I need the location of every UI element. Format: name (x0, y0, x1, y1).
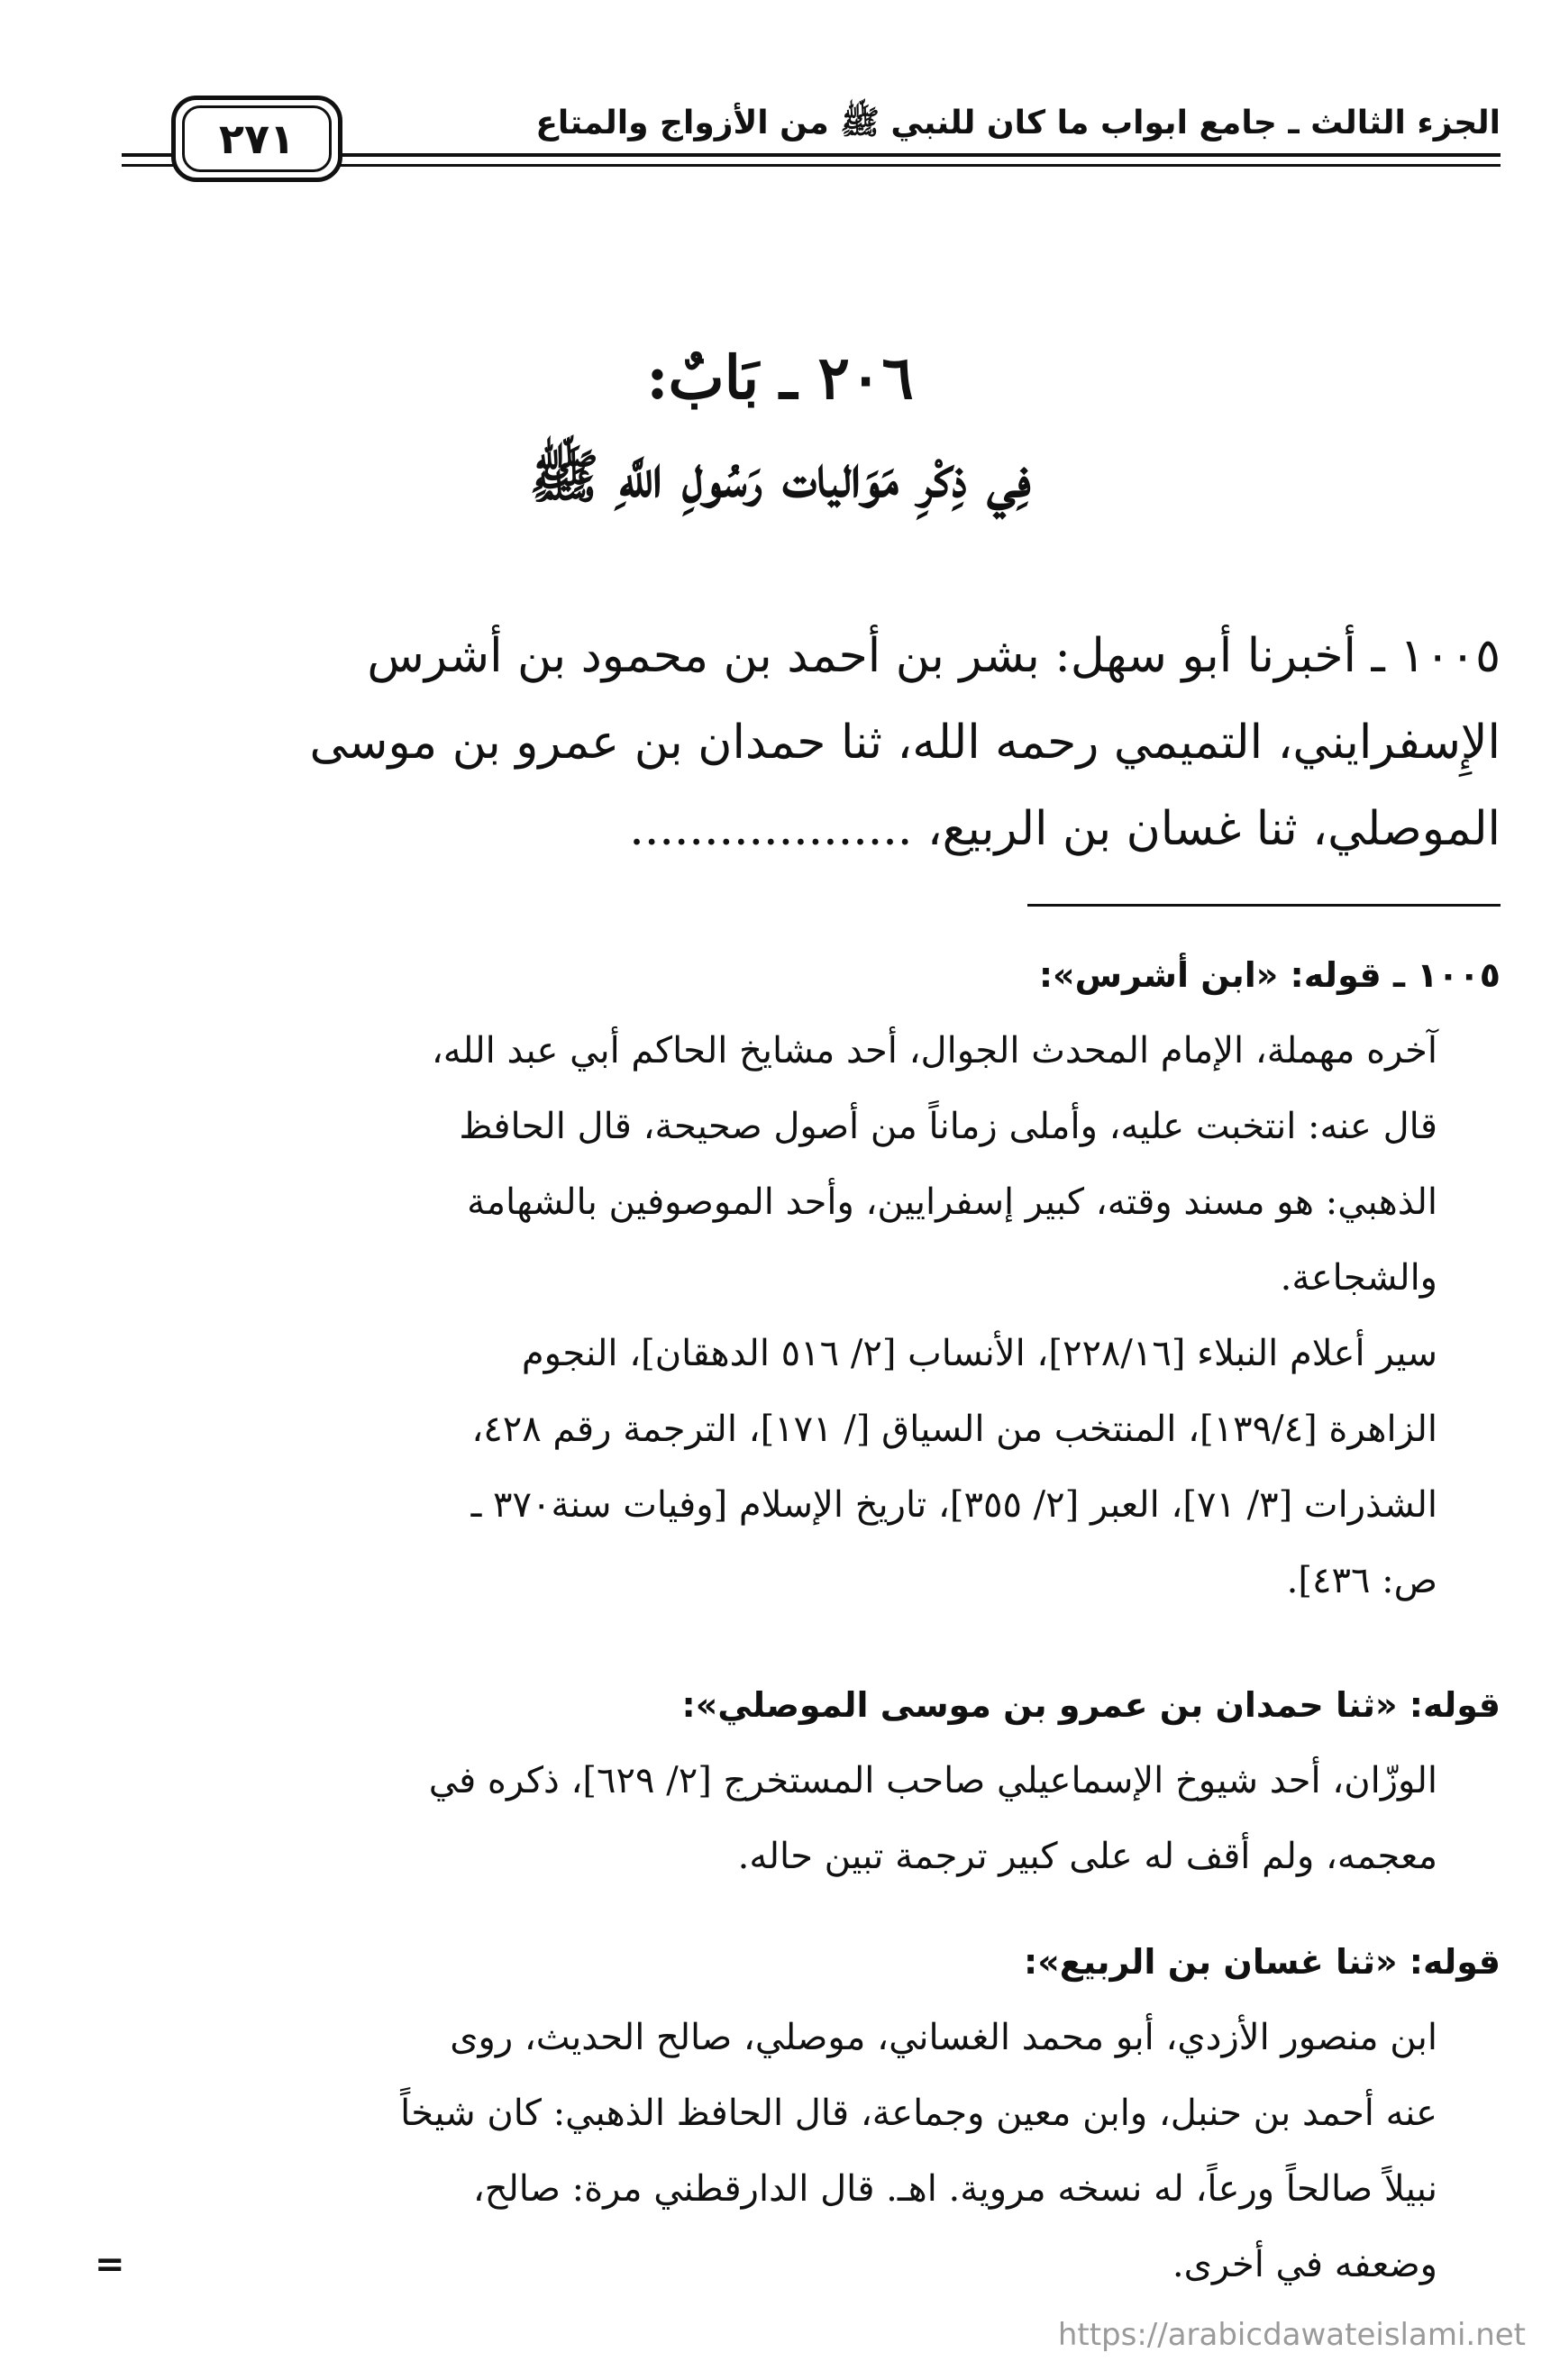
main-text-line: ١٠٠٥ ـ أخبرنا أبو سهل: بشر بن أحمد بن محمود بن أشرس (367, 629, 1501, 683)
note-line: الزاهرة [١٣٩/٤]، المنتخب من السياق [/ ١٧١]، الترجمة رقم ٤٢٨، (471, 1409, 1437, 1450)
note-heading: قوله: «ثنا غسان بن الربيع»: (1024, 1942, 1501, 1982)
note-line: ابن منصور الأزدي، أبو محمد الغساني، موصلي، صالح الحديث، روى (450, 2017, 1437, 2058)
note-line: قال عنه: انتخبت عليه، وأملى زماناً من أصول صحيحة، قال الحافظ (459, 1106, 1437, 1147)
note-line: الوزّان، أحد شيوخ الإسماعيلي صاحب المستخرج [٢/ ٦٢٩]، ذكره في (428, 1760, 1437, 1801)
note-line: سير أعلام النبلاء [٢٢٨/١٦]، الأنساب [٢/ ٥١٦ الدهقان]، النجوم (521, 1333, 1437, 1374)
note-body (113, 2000, 1437, 2302)
note-line: نبيلاً صالحاً ورعاً، له نسخه مروية. اهـ. قال الدارقطني مرة: صالح، (472, 2168, 1437, 2210)
note-body (113, 1743, 1437, 1894)
commentary-note (113, 937, 1501, 1619)
main-text (113, 613, 1501, 872)
note-line: الشذرات [٣/ ٧١]، العبر [٢/ ٣٥٥]، تاريخ الإسلام [وفيات سنة٣٧٠ ـ (470, 1484, 1437, 1526)
note-line: آخره مهملة، الإمام المحدث الجوال، أحد مشايخ الحاكم أبي عبد الله، (431, 1030, 1437, 1071)
main-text-line: الإِسفرايني، التميمي رحمه الله، ثنا حمدان بن عمرو بن موسى (309, 716, 1501, 770)
watermark-url: https://arabicdawateislami.net (1057, 2317, 1526, 2353)
page-header (122, 97, 1501, 187)
page-number-frame (171, 96, 342, 182)
commentary-note (113, 1924, 1501, 2302)
main-text-line: الموصلي، ثنا غسان بن الربيع، ................... (629, 802, 1501, 856)
note-line: الذهبي: هو مسند وقته، كبير إسفرايين، وأحد الموصوفين بالشهامة (467, 1181, 1437, 1223)
page-number: ٢٧١ (182, 105, 332, 172)
note-line: والشجاعة. (1280, 1257, 1437, 1299)
footnote-separator (1027, 904, 1501, 907)
running-title: الجزء الثالث ـ جامع ابواب ما كان للنبي ﷺ من الأزواج والمتاع (535, 105, 1501, 141)
note-line: ص: ٤٣٦]. (1286, 1560, 1437, 1601)
note-line: وضعفه في أخرى. (1172, 2244, 1437, 2285)
note-heading: ١٠٠٥ ـ قوله: «ابن أشرس»: (1038, 955, 1501, 995)
note-heading: قوله: «ثنا حمدان بن عمرو بن موسى الموصلي»: (681, 1685, 1501, 1725)
chapter-number: ٢٠٦ ـ بَابٌ: (646, 342, 914, 413)
note-line: معجمه، ولم أقف له على كبير ترجمة تبين حاله. (737, 1836, 1437, 1877)
chapter-title: فِي ذِكْرِ مَوَاليات رَسُولِ اللَّهِ ﷺ (529, 443, 1031, 511)
commentary-note (113, 1667, 1501, 1894)
note-body (113, 1013, 1437, 1619)
note-line: عنه أحمد بن حنبل، وابن معين وجماعة، قال الحافظ الذهبي: كان شيخاً (400, 2093, 1437, 2134)
continuation-mark: = (95, 2244, 125, 2285)
